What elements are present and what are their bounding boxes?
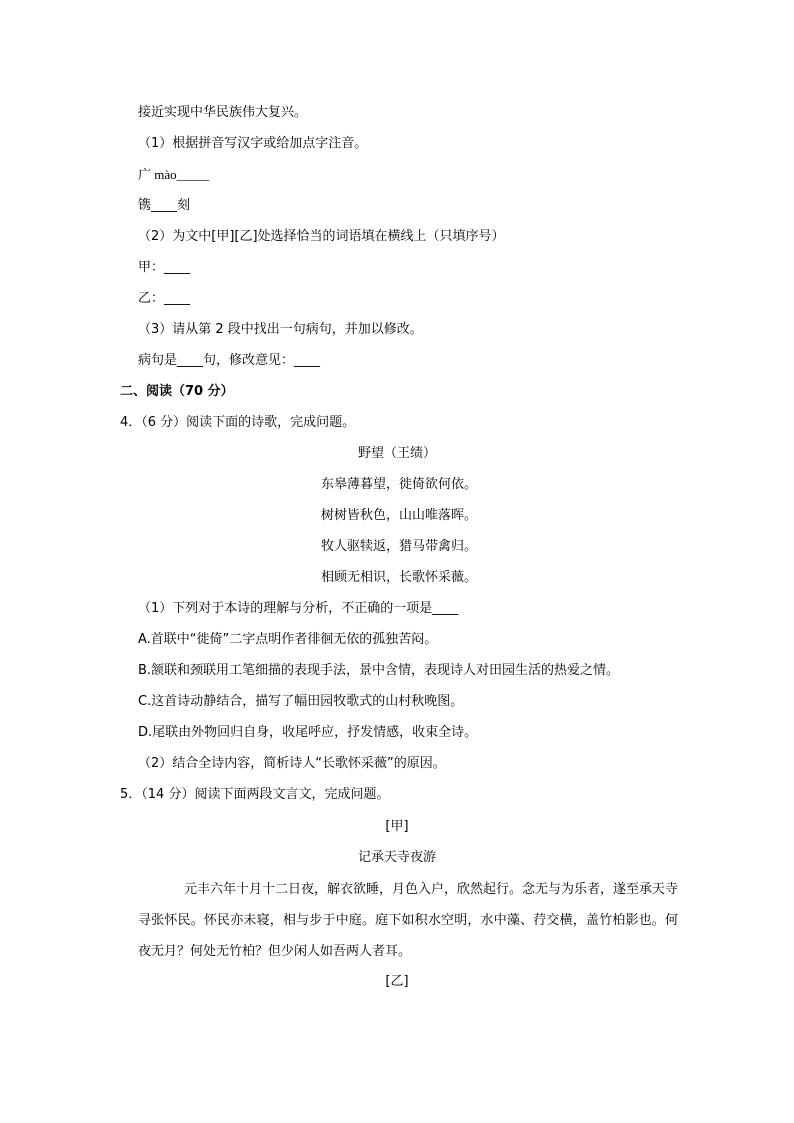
blank-bingju: 病句是____句，修改意见：____: [138, 353, 321, 368]
poem-line: 相顾无相识，长歌怀采薇。: [321, 570, 478, 585]
option-c: C.这首诗动静结合，描写了幅田园牧歌式的山村秋晚图。: [138, 694, 464, 709]
blank-juan-ke: 镌____刻: [138, 198, 191, 213]
option-a: A.首联中“徙倚”二字点明作者徘徊无依的孤独苦闷。: [138, 632, 438, 647]
option-d: D.尾联由外物回归自身，收尾呼应，抒发情感，收束全诗。: [138, 725, 478, 740]
passage-jia-label: [甲]: [385, 819, 409, 834]
question-4-2: （2）结合全诗内容，简析诗人“长歌怀采薇”的原因。: [138, 756, 446, 771]
poem-title: 野望（王绩）: [357, 446, 436, 461]
poem-line: 东皋薄暮望，徙倚欲何依。: [321, 477, 478, 492]
poem-line: 树树皆秋色，山山唯落晖。: [321, 508, 478, 523]
question-4-1: （1）下列对于本诗的理解与分析，不正确的一项是____: [138, 601, 459, 616]
passage-yi-label: [乙]: [385, 974, 409, 989]
question-3-1: （1）根据拼音写汉字或给加点字注音。: [138, 136, 368, 151]
passage-jia-text: 元丰六年十月十二日夜，解衣欲睡，月色入户，欣然起行。念无与为乐者，遂至承天寺寻张怀民。怀民亦未寝，相与步于中庭。庭下如积水空明，水中藻、荇交横，盖竹柏影也。何夜无月？何处无竹柏？但少闲人如吾两人者耳。: [138, 882, 679, 959]
question-5: 5．（14 分）阅读下面两段文言文，完成问题。: [120, 787, 390, 802]
blank-jia: 甲：____: [138, 260, 191, 275]
blank-guang-mao: 广 mào_____: [138, 167, 210, 182]
section-heading: 二、阅读（70 分）: [120, 384, 234, 399]
poem-line: 牧人驱犊返，猎马带禽归。: [321, 539, 478, 554]
passage-jia-title: 记承天寺夜游: [357, 850, 436, 865]
blank-yi: 乙：____: [138, 291, 191, 306]
text-line: 接近实现中华民族伟大复兴。: [138, 105, 308, 120]
option-b: B.颔联和颈联用工笔细描的表现手法，景中含情，表现诗人对田园生活的热爱之情。: [138, 663, 620, 678]
question-4: 4．（6 分）阅读下面的诗歌，完成问题。: [120, 415, 356, 430]
question-3-2: （2）为文中[甲][乙]处选择恰当的词语填在横线上（只填序号）: [138, 229, 505, 244]
question-3-3: （3）请从第 2 段中找出一句病句，并加以修改。: [138, 322, 423, 337]
